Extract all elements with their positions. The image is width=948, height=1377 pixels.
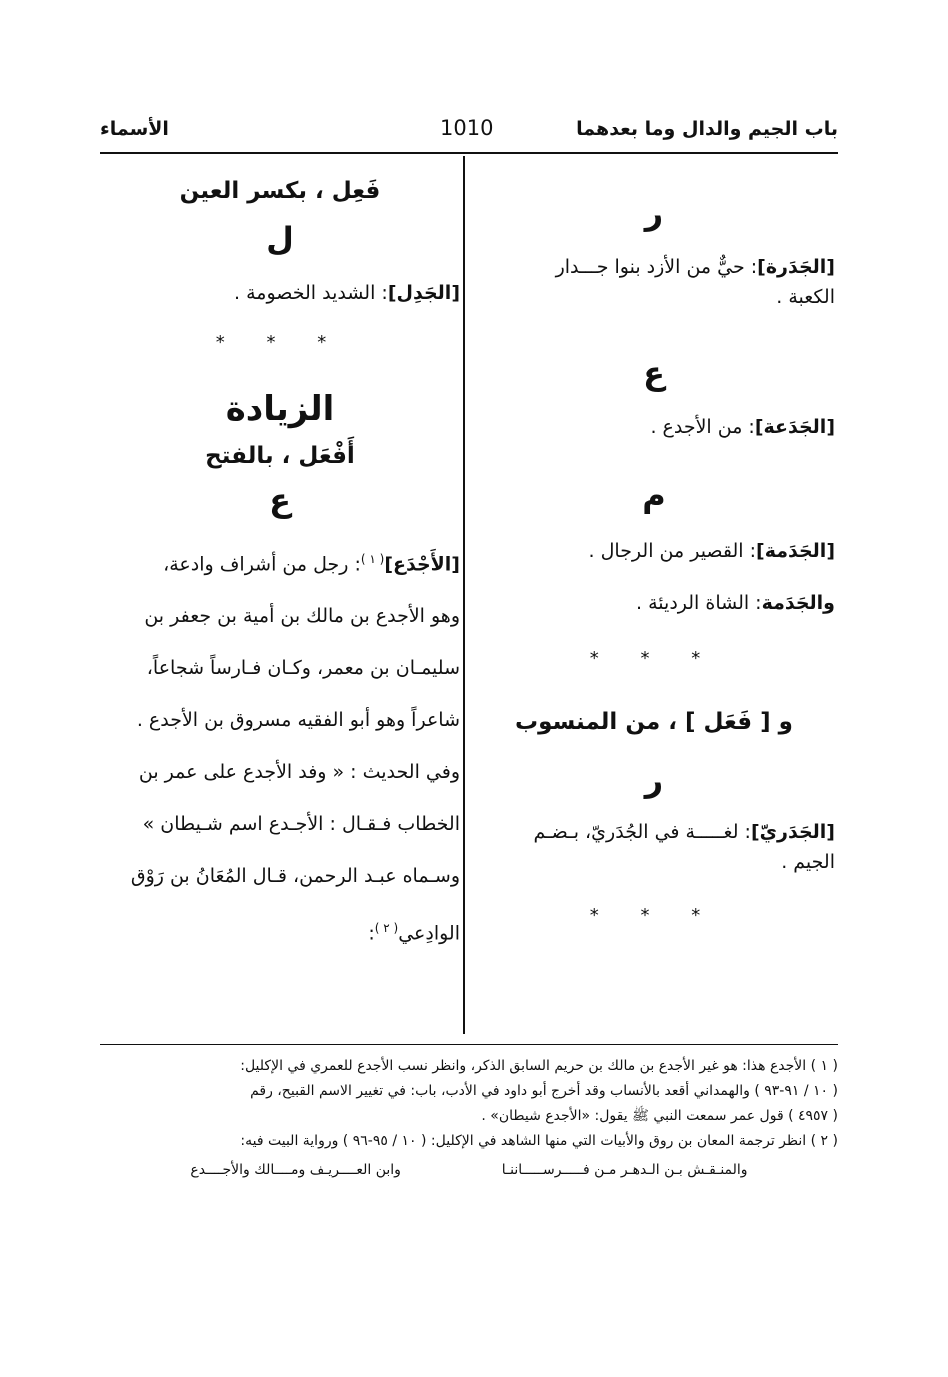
section-separator: * * * [215, 332, 345, 353]
verse-line [100, 1158, 838, 1183]
entry-text: : لغـــــة في الجُدَريّ، بـضـم [533, 821, 751, 843]
footnote-line: ( ٢ ) انظر ترجمة المعان بن روق والأبيات التي منها الشاهد في الإكليل: ( ١٠ / ٩٥-٩٦ ) ورواية البيت فيه: [240, 1133, 838, 1149]
entry-jadama [473, 536, 835, 566]
entry-text: وفي الحديث : « وفد الأجدع على عمر بن [138, 761, 460, 784]
entry-jadara [473, 252, 835, 312]
entry-text: وهو الأجدع بن مالك بن أمية بن جعفر بن [144, 605, 460, 628]
footnote-divider [100, 1044, 838, 1045]
verse-hemistich: وابن العــــريـف ومــــالك والأجــــدع [190, 1162, 401, 1178]
column-divider [463, 156, 465, 1034]
pattern-heading: فَعِل ، بكسر العين [179, 178, 381, 204]
letter-heading: ر [644, 761, 664, 799]
footnotes [100, 1054, 838, 1183]
chapter-title: باب الجيم والدال وما بعدهما [576, 118, 838, 140]
verse-hemistich: والمنـقـش بـن الـدهـر مـن فـــــرســـــاننـا [501, 1162, 748, 1178]
entry-text: الكعبة . [776, 286, 835, 308]
entry-text: الخطاب فـقـال : الأجـدع اسم شـيطان » [142, 813, 460, 836]
entry-text: : من الأجدع . [650, 416, 755, 438]
letter-heading: م [642, 476, 666, 514]
entry-term: [الجَدَرة] [757, 256, 835, 278]
page-header [100, 112, 838, 154]
footnote-marker: ( ١ ) [360, 552, 385, 566]
entry-text: وسـماه عبـد الرحمن، قـال المُعَانُ بن رَوْق [130, 865, 460, 888]
entry-jadil [100, 278, 460, 308]
letter-heading: ل [266, 220, 294, 258]
entry-term: [الجَدَمة] [756, 540, 835, 562]
pattern-heading: و [ فَعَل ] ، من المنسوب [515, 709, 793, 735]
footnote-line: ( ١ ) الأجدع هذا: هو غير الأجدع بن مالك بن حريم السابق الذكر، وانظر نسب الأجدع للعمري في الإكليل: [240, 1058, 838, 1074]
entry-jadama-2 [473, 588, 835, 618]
entry-term: والجَدَمة [761, 592, 835, 614]
entry-text: سليمـان بن معمر، وكـان فـارساً شجاعاً، [146, 657, 460, 680]
letter-heading: ر [644, 194, 664, 232]
footnote-line: ( ٤٩٥٧ ) قول عمر سمعت النبي ﷺ يقول: «الأجدع شيطان» . [481, 1108, 838, 1124]
section-separator: * * * [589, 648, 719, 669]
entry-text: : القصير من الرجال . [588, 540, 757, 562]
entry-text: الجيم . [781, 851, 835, 873]
entry-text: الوادِعي [398, 922, 460, 945]
entry-text: : رجل من أشراف وادعة، [163, 553, 361, 576]
footnote-marker: ( ٢ ) [374, 921, 399, 936]
entry-text: شاعراً وهو أبو الفقيه مسروق بن الأجدع . [136, 709, 460, 732]
section-heading: الزيادة [225, 389, 335, 429]
pattern-heading: أَفْعَل ، بالفتح [205, 443, 355, 469]
entry-term: [الجَدَريّ] [750, 821, 835, 843]
left-column [100, 160, 460, 960]
entry-jadari [473, 817, 835, 877]
entry-ajda [100, 533, 460, 960]
section-title: الأسماء [100, 118, 169, 140]
entry-text: : الشديد الخصومة . [234, 282, 388, 304]
footnote-line: ( ١٠ / ٩١-٩٣ ) والهمداني أقعد بالأنساب وقد أخرج أبو داود في الأدب، باب: في تغيير الاسم القبيح، رقم [250, 1083, 838, 1099]
entry-term: [الأَجْدَع] [384, 553, 460, 576]
entry-text: : [368, 922, 375, 945]
section-separator: * * * [589, 905, 719, 926]
letter-heading: ع [643, 354, 665, 392]
right-column [473, 160, 835, 926]
entry-jadaa [473, 412, 835, 442]
entry-term: [الجَدِل] [387, 282, 460, 304]
entry-term: [الجَدَعة] [754, 416, 835, 438]
letter-heading: ع [269, 481, 291, 519]
page-number: 1010 [440, 116, 494, 140]
entry-text: : حيٌّ من الأزد بنوا جـــدار [555, 256, 758, 278]
entry-text: : الشاة الرديئة . [636, 592, 762, 614]
